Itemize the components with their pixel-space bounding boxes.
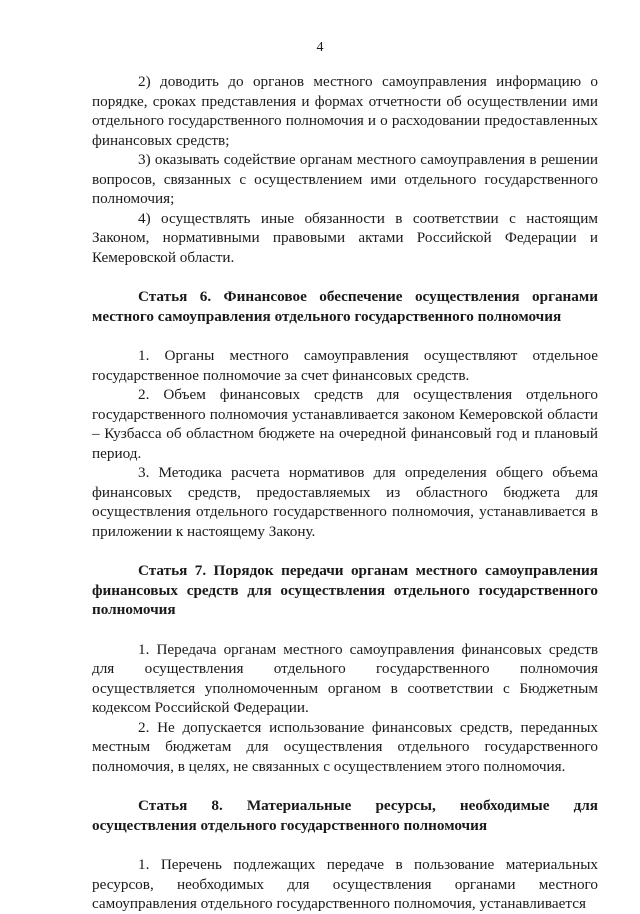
- paragraph-4-obligation: 4) осуществлять иные обязанности в соответствии с настоящим Законом, нормативными правовыми актами Российской Федерации и Кемеровской области.: [92, 209, 598, 266]
- article-8-heading: Статья 8. Материальные ресурсы, необходимые для осуществления отдельного государственного полномочия: [92, 797, 598, 834]
- article-6-paragraph-2: 2. Объем финансовых средств для осуществления отдельного государственного полномочия устанавливается законом Кемеровской области – Кузбасса об областном бюджете на очередной финансовый год и плановый период.: [92, 386, 598, 462]
- article-7-paragraph-1: 1. Передача органам местного самоуправления финансовых средств для осуществления отдельного государственного полномочия осуществляется уполномоченным органом в соответствии с Бюджетным кодексом Российской Федерации.: [92, 640, 598, 716]
- article-6-paragraph-3: 3. Методика расчета нормативов для определения общего объема финансовых средств, предоставляемых из областного бюджета для осуществления отдельного государственного полномочия, устанавливается в приложении к настоящему Закону.: [92, 464, 598, 540]
- article-7-heading: Статья 7. Порядок передачи органам местного самоуправления финансовых средств для осуществления отдельного государственного полномочия: [92, 562, 598, 618]
- article-7-paragraph-2: 2. Не допускается использование финансовых средств, переданных местным бюджетам для осуществления отдельного государственного полномочия, в целях, не связанных с осуществлением этого полномочия.: [92, 718, 598, 775]
- article-8-paragraph-1: 1. Перечень подлежащих передаче в пользование материальных ресурсов, необходимых для осуществления органами местного самоуправления отдельного государственного полномочия, устанавливается: [92, 856, 598, 912]
- article-6-paragraph-1: 1. Органы местного самоуправления осуществляют отдельное государственное полномочие за счет финансовых средств.: [92, 347, 598, 384]
- page-number: 4: [316, 40, 324, 55]
- article-6-heading: Статья 6. Финансовое обеспечение осуществления органами местного самоуправления отдельного государственного полномочия: [92, 288, 598, 325]
- paragraph-3-obligation: 3) оказывать содействие органам местного самоуправления в решении вопросов, связанных с осуществлением ими отдельного государственного полномочия;: [92, 151, 598, 207]
- document-body: [92, 72, 598, 914]
- paragraph-2-obligation: 2) доводить до органов местного самоуправления информацию о порядке, сроках представления и формах отчетности об осуществлении ими отдельного государственного полномочия и о расходовании предоставленных финансовых средств;: [92, 73, 598, 149]
